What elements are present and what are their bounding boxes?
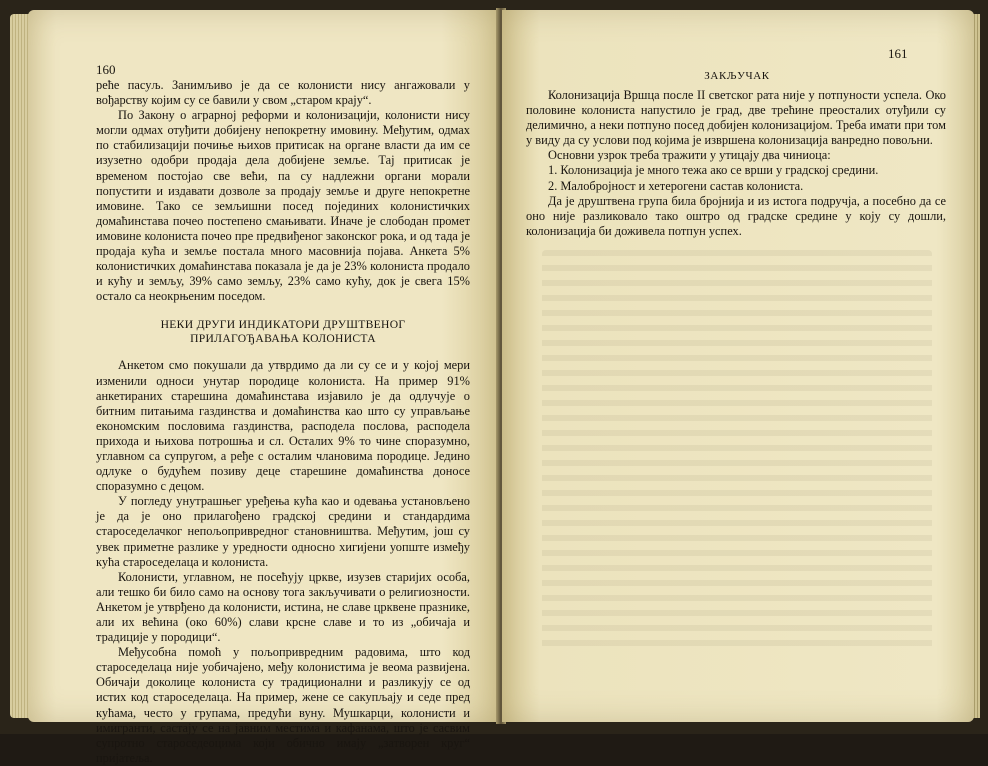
page-number: 160	[96, 62, 116, 77]
paragraph: Колонисти, углавном, не посећују цркве, изузев старијих особа, али тешко би било само на основу тога закључивати о религиозности. Анкетом је утврђено да колонисти, истина, не славе црквене празнике, али их већина (око 60%) слави крсне славе и то из „обичаја и традиције у породици“.	[96, 569, 470, 645]
paragraph: Основни узрок треба тражити у утицају два чиниоца:	[548, 148, 831, 163]
left-page-text	[96, 78, 470, 766]
paragraph: У погледу унутрашњег уређења кућа као и одевања установљено је да је оно прилагођено градској средини и стандардима староседелачког непољопривредног становништва. Међутим, још су увек приметне разлике у уредности односно хигијени уопште између кућа староседелаца и колониста.	[96, 494, 470, 569]
paragraph: Анкетом смо покушали да утврдимо да ли су се и у којој мери изменили односи унутар породице колониста. На пример 91% анкетираних старешина домаћинстава изјавило је да одлучује о битним питањима газдинства и домаћинства као што су управљање економским пословима газдинства, расподела послова, расподела прихода и њихова потрошња и сл. Осталих 9% то чине споразумно, углавном са супругом, а ређе с осталим члановима породице. Једино одлуке о будућем позиву деце старешине домаћинства доносе споразумно с децом.	[96, 358, 470, 494]
right-page	[502, 10, 974, 722]
paragraph: Колонизација Вршца после II светског рата није у потпуности успела. Око половине колониста напустило је град, две трећине преосталих отуђили су делимично, а неки потпуно посед добијен колонизацијом. Треба имати при том у виду да су услови под којима је извршена колонизација ванредно повољни.	[526, 88, 946, 148]
paragraph: Да је друштвена група била бројнија и из истога подручја, а посебно да се оно није разликовало тако оштро од градске средине у коју су дошли, колонизација би доживела потпун успех.	[526, 193, 946, 238]
left-page	[28, 10, 498, 765]
chapter-title: ЗАКЉУЧАК	[704, 70, 770, 82]
left-page-edges	[10, 14, 30, 718]
list-item: 1. Колонизација је много тежа ако се врши у градској средини.	[548, 163, 879, 178]
paragraph: Међусобна помоћ у пољопривредним радовима, што код староседелаца није уобичајено, међу колонистима је веома развијена. Обичаји доколице колониста су традиционални и разликују се од истих код староседелаца. На пример, жене се сакупљају и седе пред кућама, често у групама, предући вуну. Мушкарци, колонисти и имигранти, састају се на јавним местима и кафанама, што је сасвим супротно староседеоцима који обично имају „затворен круг“ пријатеља.	[96, 645, 470, 765]
paragraph: реће пасуљ. Занимљиво је да се колонисти нису ангажовали у вођарству којим су се бавили у свом „старом крају“.	[96, 78, 470, 108]
bleed-through-text	[542, 250, 932, 650]
section-heading: НЕКИ ДРУГИ ИНДИКАТОРИ ДРУШТВЕНОГ ПРИЛАГОЂАВАЊА КОЛОНИСТА	[160, 318, 406, 346]
list-item: 2. Малобројност и хетерогени састав колониста.	[548, 178, 804, 193]
page-number: 161	[888, 46, 908, 61]
right-page-text	[526, 88, 946, 239]
paragraph: По Закону о аграрној реформи и колонизацији, колонисти нису могли одмах отуђити добијену непокретну имовину. Међутим, одмах по стабилизацији почиње њихов притисак на органе власти да им се изузетно одобри продаја дела добијене земље. Тај притисак је временом постојао све већи, па су надлежни органи морали попустити и издавати дозволе за продају земље и друге непокретне имовине. Тако се земљишни посед појединих колонистичких домаћинстава почео постепено смањивати. Иначе је слободан промет имовине колониста почео пре предвиђеног законског рока, и од тада је продаја кућа и земље постала много масовнија појава. Анкета 5% колонистичких домаћинстава показала је да је 23% колониста продало и кућу и земљу, 39% само земљу, 23% само кућу, док је свега 15% остало са неокрњеним поседом.	[96, 108, 470, 304]
